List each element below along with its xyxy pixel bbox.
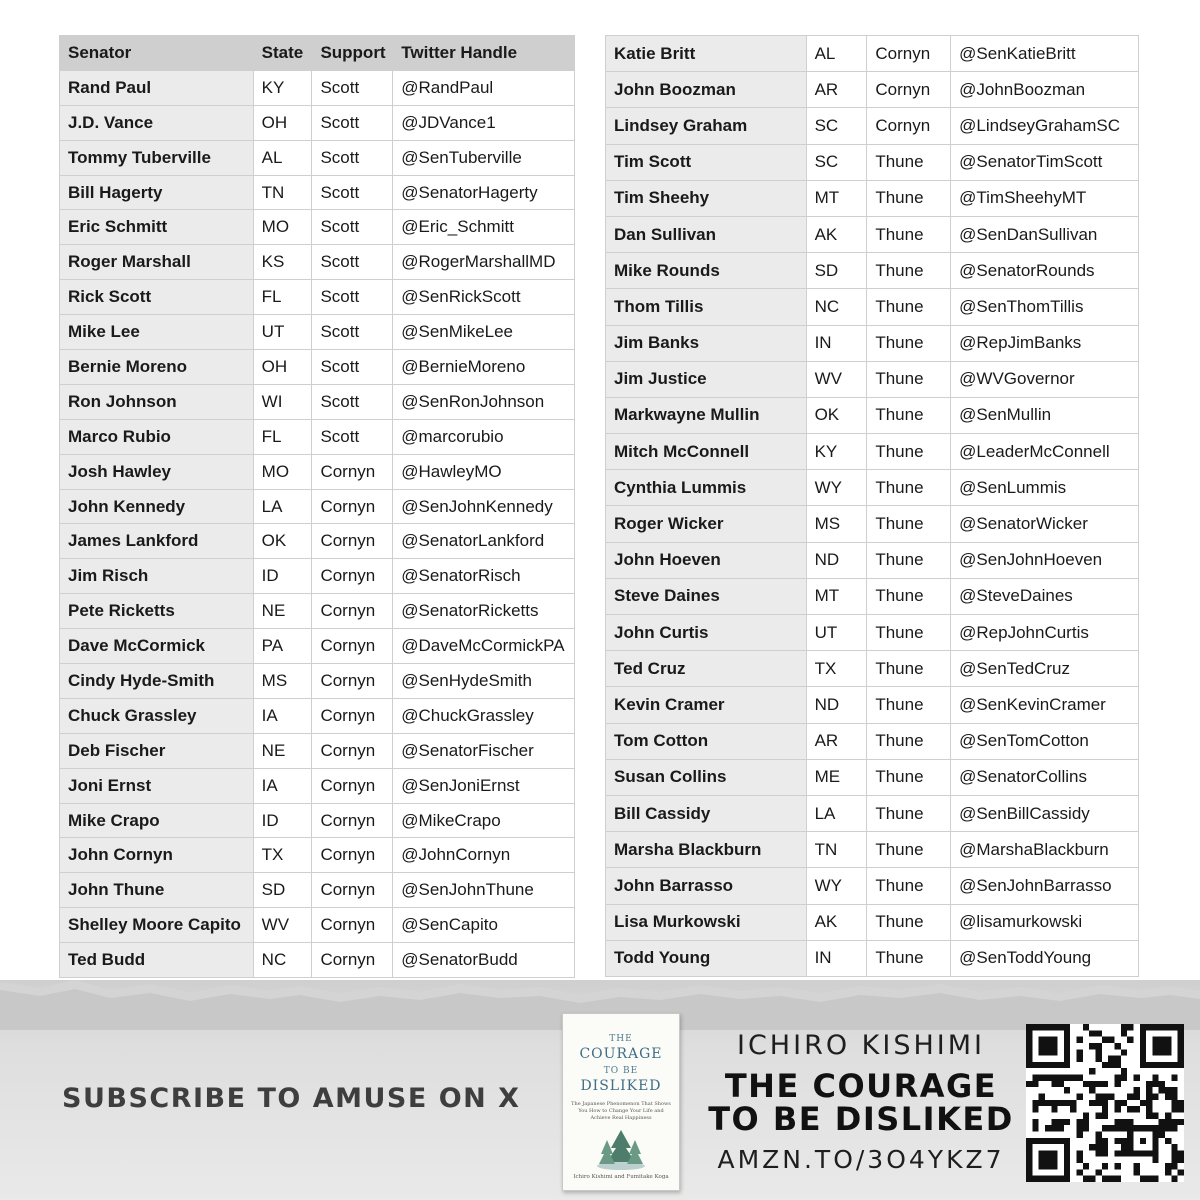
senator-name-cell: John Curtis: [606, 615, 807, 651]
senator-handle-cell: @SenatorBudd: [393, 943, 575, 978]
senator-support-cell: Cornyn: [312, 454, 393, 489]
senator-name-cell: Bill Cassidy: [606, 795, 807, 831]
table-row: [606, 397, 1139, 433]
senator-name-cell: Jim Justice: [606, 361, 807, 397]
table-row: [60, 698, 575, 733]
senator-support-cell: Cornyn: [312, 943, 393, 978]
senator-support-cell: Cornyn: [312, 664, 393, 699]
senator-name-cell: Bernie Moreno: [60, 350, 254, 385]
senator-state-cell: AL: [253, 140, 312, 175]
senator-support-cell: Thune: [867, 832, 951, 868]
senator-state-cell: LA: [806, 795, 867, 831]
senator-state-cell: IN: [806, 940, 867, 976]
senator-handle-cell: @Eric_Schmitt: [393, 210, 575, 245]
senator-support-cell: Scott: [312, 384, 393, 419]
table-row: [60, 629, 575, 664]
senator-support-cell: Scott: [312, 175, 393, 210]
senator-state-cell: MS: [806, 506, 867, 542]
senator-support-cell: Scott: [312, 350, 393, 385]
senator-name-cell: Deb Fischer: [60, 733, 254, 768]
table-row: [60, 803, 575, 838]
senator-state-cell: IA: [253, 768, 312, 803]
senator-state-cell: ND: [806, 687, 867, 723]
senator-name-cell: Markwayne Mullin: [606, 397, 807, 433]
table-row: [60, 454, 575, 489]
table-row: [606, 904, 1139, 940]
senator-support-cell: Thune: [867, 216, 951, 252]
senator-state-cell: SC: [806, 108, 867, 144]
table-row: [60, 245, 575, 280]
senator-support-cell: Thune: [867, 253, 951, 289]
senator-handle-cell: @WVGovernor: [951, 361, 1139, 397]
senator-name-cell: Lisa Murkowski: [606, 904, 807, 940]
senator-handle-cell: @SenTedCruz: [951, 651, 1139, 687]
senator-support-cell: Scott: [312, 419, 393, 454]
senator-support-cell: Thune: [867, 180, 951, 216]
senator-handle-cell: @RogerMarshallMD: [393, 245, 575, 280]
senator-state-cell: AK: [806, 216, 867, 252]
senator-state-cell: IN: [806, 325, 867, 361]
senator-handle-cell: @SenJohnKennedy: [393, 489, 575, 524]
senator-support-cell: Cornyn: [312, 733, 393, 768]
table-row: [60, 350, 575, 385]
senator-name-cell: Cindy Hyde-Smith: [60, 664, 254, 699]
senator-state-cell: OK: [253, 524, 312, 559]
senator-state-cell: MT: [806, 180, 867, 216]
table-row: [60, 280, 575, 315]
senator-name-cell: Rick Scott: [60, 280, 254, 315]
senator-support-cell: Cornyn: [867, 108, 951, 144]
senator-handle-cell: @RandPaul: [393, 70, 575, 105]
senator-support-cell: Cornyn: [312, 803, 393, 838]
senator-support-cell: Cornyn: [312, 908, 393, 943]
senator-support-cell: Thune: [867, 615, 951, 651]
table-row: [60, 559, 575, 594]
senator-name-cell: Mitch McConnell: [606, 434, 807, 470]
book-cover-authors: Ichiro Kishimi and Fumitake Koga: [573, 1174, 669, 1180]
table-row: [606, 361, 1139, 397]
senator-state-cell: AK: [806, 904, 867, 940]
senator-support-cell: Cornyn: [867, 36, 951, 72]
tree-island-icon: [593, 1126, 649, 1172]
book-cover-line3: TO BE: [603, 1066, 639, 1076]
senator-name-cell: Roger Marshall: [60, 245, 254, 280]
senator-handle-cell: @SenThomTillis: [951, 289, 1139, 325]
senator-handle-cell: @RepJimBanks: [951, 325, 1139, 361]
senator-name-cell: Kevin Cramer: [606, 687, 807, 723]
senator-handle-cell: @SenKevinCramer: [951, 687, 1139, 723]
senator-support-cell: Cornyn: [312, 768, 393, 803]
senator-name-cell: Dave McCormick: [60, 629, 254, 664]
table-row: [606, 578, 1139, 614]
senator-name-cell: Tim Sheehy: [606, 180, 807, 216]
senator-name-cell: Dan Sullivan: [606, 216, 807, 252]
table-row: [60, 594, 575, 629]
book-cover-line1: THE: [609, 1034, 633, 1044]
table-row: [606, 289, 1139, 325]
senator-support-cell: Scott: [312, 70, 393, 105]
table-row: [60, 419, 575, 454]
senator-name-cell: John Kennedy: [60, 489, 254, 524]
table-row: [606, 868, 1139, 904]
senator-handle-cell: @LindseyGrahamSC: [951, 108, 1139, 144]
senator-name-cell: Tom Cotton: [606, 723, 807, 759]
senator-state-cell: NE: [253, 594, 312, 629]
senator-name-cell: John Hoeven: [606, 542, 807, 578]
senator-handle-cell: @SteveDaines: [951, 578, 1139, 614]
senator-support-cell: Scott: [312, 210, 393, 245]
book-cover-subtitle: The Japanese Phenomenon That Shows You How to Change Your Life and Achieve Real Happiness: [571, 1101, 671, 1121]
senator-state-cell: ME: [806, 759, 867, 795]
senator-support-cell: Scott: [312, 105, 393, 140]
subscribe-cta: SUBSCRIBE TO AMUSE ON X: [62, 1083, 521, 1114]
table-row: [606, 72, 1139, 108]
senator-support-cell: Scott: [312, 245, 393, 280]
header-twitter-handle: Twitter Handle: [393, 36, 575, 71]
senator-name-cell: Jim Risch: [60, 559, 254, 594]
table-row: [606, 216, 1139, 252]
senator-handle-cell: @SenatorHagerty: [393, 175, 575, 210]
header-senator: Senator: [60, 36, 254, 71]
senator-name-cell: Ron Johnson: [60, 384, 254, 419]
senator-handle-cell: @SenToddYoung: [951, 940, 1139, 976]
senator-name-cell: Eric Schmitt: [60, 210, 254, 245]
table-row: [60, 384, 575, 419]
senator-handle-cell: @SenTomCotton: [951, 723, 1139, 759]
table-row: [606, 687, 1139, 723]
table-row: [606, 615, 1139, 651]
table-row: [606, 434, 1139, 470]
senator-support-cell: Thune: [867, 144, 951, 180]
table-row: [60, 70, 575, 105]
book-cover-line4: DISLIKED: [580, 1078, 662, 1094]
senator-handle-cell: @RepJohnCurtis: [951, 615, 1139, 651]
senator-name-cell: Joni Ernst: [60, 768, 254, 803]
senator-state-cell: OH: [253, 105, 312, 140]
senator-state-cell: UT: [253, 315, 312, 350]
senator-support-cell: Thune: [867, 904, 951, 940]
senator-name-cell: Bill Hagerty: [60, 175, 254, 210]
senator-name-cell: Marco Rubio: [60, 419, 254, 454]
table-row: [606, 832, 1139, 868]
senator-name-cell: Chuck Grassley: [60, 698, 254, 733]
book-cover-line2: COURAGE: [579, 1046, 663, 1062]
senator-state-cell: PA: [253, 629, 312, 664]
senator-handle-cell: @SenatorWicker: [951, 506, 1139, 542]
senator-state-cell: AL: [806, 36, 867, 72]
senator-handle-cell: @SenDanSullivan: [951, 216, 1139, 252]
senator-name-cell: Jim Banks: [606, 325, 807, 361]
senator-state-cell: SD: [806, 253, 867, 289]
senator-handle-cell: @SenatorTimScott: [951, 144, 1139, 180]
senator-support-cell: Thune: [867, 868, 951, 904]
senator-support-cell: Thune: [867, 542, 951, 578]
senator-state-cell: KY: [253, 70, 312, 105]
senator-state-cell: SD: [253, 873, 312, 908]
senator-state-cell: IA: [253, 698, 312, 733]
table-row: [60, 664, 575, 699]
senator-handle-cell: @SenJohnThune: [393, 873, 575, 908]
table-row: [606, 144, 1139, 180]
senator-support-cell: Thune: [867, 397, 951, 433]
senator-state-cell: ID: [253, 803, 312, 838]
senator-handle-cell: @lisamurkowski: [951, 904, 1139, 940]
senator-state-cell: ID: [253, 559, 312, 594]
senator-state-cell: LA: [253, 489, 312, 524]
book-cover: [562, 1013, 680, 1191]
header-support: Support: [312, 36, 393, 71]
senator-handle-cell: @SenHydeSmith: [393, 664, 575, 699]
table-row: [606, 542, 1139, 578]
senator-support-cell: Thune: [867, 578, 951, 614]
senator-state-cell: WV: [806, 361, 867, 397]
senator-name-cell: John Boozman: [606, 72, 807, 108]
senator-state-cell: NE: [253, 733, 312, 768]
senator-name-cell: Susan Collins: [606, 759, 807, 795]
senator-name-cell: Mike Crapo: [60, 803, 254, 838]
senator-name-cell: Josh Hawley: [60, 454, 254, 489]
senators-table-left: [59, 35, 575, 978]
table-row: [606, 795, 1139, 831]
senator-name-cell: James Lankford: [60, 524, 254, 559]
table-row: [606, 470, 1139, 506]
table-row: [60, 105, 575, 140]
senator-support-cell: Cornyn: [312, 629, 393, 664]
senator-support-cell: Thune: [867, 325, 951, 361]
senator-name-cell: J.D. Vance: [60, 105, 254, 140]
header-state: State: [253, 36, 312, 71]
senator-handle-cell: @SenJohnHoeven: [951, 542, 1139, 578]
table-row: [606, 108, 1139, 144]
senator-state-cell: ND: [806, 542, 867, 578]
table-row: [606, 759, 1139, 795]
table-row: [60, 733, 575, 768]
table-header-row: [60, 36, 575, 71]
table-row: [60, 175, 575, 210]
senator-name-cell: Steve Daines: [606, 578, 807, 614]
senator-name-cell: Lindsey Graham: [606, 108, 807, 144]
senator-handle-cell: @JohnBoozman: [951, 72, 1139, 108]
senator-state-cell: MO: [253, 454, 312, 489]
senator-name-cell: Cynthia Lummis: [606, 470, 807, 506]
senator-name-cell: Tim Scott: [606, 144, 807, 180]
senator-support-cell: Cornyn: [312, 873, 393, 908]
table-row: [60, 140, 575, 175]
senator-support-cell: Thune: [867, 289, 951, 325]
senator-handle-cell: @SenKatieBritt: [951, 36, 1139, 72]
book-title: [700, 1067, 1022, 1138]
book-title-line2: TO BE DISLIKED: [708, 1100, 1014, 1138]
senator-support-cell: Thune: [867, 434, 951, 470]
senator-handle-cell: @SenatorRisch: [393, 559, 575, 594]
table-row: [60, 524, 575, 559]
senator-name-cell: Roger Wicker: [606, 506, 807, 542]
senator-support-cell: Thune: [867, 506, 951, 542]
senator-state-cell: OK: [806, 397, 867, 433]
senator-handle-cell: @TimSheehyMT: [951, 180, 1139, 216]
senator-support-cell: Thune: [867, 651, 951, 687]
senator-name-cell: John Cornyn: [60, 838, 254, 873]
table-row: [60, 908, 575, 943]
senator-support-cell: Thune: [867, 940, 951, 976]
senator-support-cell: Cornyn: [312, 838, 393, 873]
senator-state-cell: TX: [253, 838, 312, 873]
senator-support-cell: Cornyn: [312, 559, 393, 594]
qr-code-icon[interactable]: [1026, 1024, 1184, 1182]
senator-handle-cell: @SenatorFischer: [393, 733, 575, 768]
senator-name-cell: Tommy Tuberville: [60, 140, 254, 175]
senator-name-cell: Katie Britt: [606, 36, 807, 72]
senator-handle-cell: @SenBillCassidy: [951, 795, 1139, 831]
table-row: [606, 36, 1139, 72]
senator-name-cell: Marsha Blackburn: [606, 832, 807, 868]
senator-support-cell: Scott: [312, 315, 393, 350]
senator-state-cell: SC: [806, 144, 867, 180]
senator-handle-cell: @SenMikeLee: [393, 315, 575, 350]
senator-name-cell: Mike Rounds: [606, 253, 807, 289]
senator-state-cell: TX: [806, 651, 867, 687]
table-row: [60, 489, 575, 524]
table-row: [60, 873, 575, 908]
senator-name-cell: John Thune: [60, 873, 254, 908]
senator-handle-cell: @BernieMoreno: [393, 350, 575, 385]
table-row: [60, 210, 575, 245]
senator-name-cell: Mike Lee: [60, 315, 254, 350]
senator-support-cell: Thune: [867, 470, 951, 506]
table-row: [606, 180, 1139, 216]
senator-handle-cell: @MarshaBlackburn: [951, 832, 1139, 868]
senator-state-cell: MT: [806, 578, 867, 614]
book-author: ICHIRO KISHIMI: [736, 1030, 985, 1061]
senator-handle-cell: @SenatorCollins: [951, 759, 1139, 795]
senator-state-cell: KY: [806, 434, 867, 470]
senator-state-cell: FL: [253, 419, 312, 454]
senator-name-cell: Rand Paul: [60, 70, 254, 105]
senator-state-cell: OH: [253, 350, 312, 385]
senator-state-cell: MS: [253, 664, 312, 699]
senator-support-cell: Scott: [312, 280, 393, 315]
book-title-line1: THE COURAGE: [724, 1067, 998, 1105]
senators-table-right: [605, 35, 1139, 977]
senator-handle-cell: @SenatorRicketts: [393, 594, 575, 629]
senator-state-cell: TN: [806, 832, 867, 868]
senator-state-cell: KS: [253, 245, 312, 280]
table-row: [60, 838, 575, 873]
senator-state-cell: NC: [253, 943, 312, 978]
senator-name-cell: Pete Ricketts: [60, 594, 254, 629]
senator-support-cell: Cornyn: [312, 489, 393, 524]
senator-handle-cell: @DaveMcCormickPA: [393, 629, 575, 664]
table-row: [606, 651, 1139, 687]
table-row: [606, 325, 1139, 361]
senator-handle-cell: @JDVance1: [393, 105, 575, 140]
table-row: [606, 723, 1139, 759]
senator-name-cell: Ted Cruz: [606, 651, 807, 687]
senator-handle-cell: @SenJoniErnst: [393, 768, 575, 803]
senator-support-cell: Cornyn: [312, 594, 393, 629]
senator-state-cell: AR: [806, 72, 867, 108]
senator-state-cell: WV: [253, 908, 312, 943]
senator-handle-cell: @SenJohnBarrasso: [951, 868, 1139, 904]
senator-support-cell: Thune: [867, 687, 951, 723]
table-row: [606, 253, 1139, 289]
senator-handle-cell: @marcorubio: [393, 419, 575, 454]
senator-support-cell: Cornyn: [312, 698, 393, 733]
senator-state-cell: WY: [806, 868, 867, 904]
senator-support-cell: Thune: [867, 723, 951, 759]
senator-handle-cell: @SenRickScott: [393, 280, 575, 315]
senator-support-cell: Thune: [867, 759, 951, 795]
senator-state-cell: MO: [253, 210, 312, 245]
senator-name-cell: John Barrasso: [606, 868, 807, 904]
senator-handle-cell: @SenCapito: [393, 908, 575, 943]
senator-handle-cell: @SenLummis: [951, 470, 1139, 506]
senator-support-cell: Thune: [867, 795, 951, 831]
senator-name-cell: Thom Tillis: [606, 289, 807, 325]
senator-state-cell: UT: [806, 615, 867, 651]
senator-handle-cell: @SenatorLankford: [393, 524, 575, 559]
senator-support-cell: Thune: [867, 361, 951, 397]
table-row: [60, 768, 575, 803]
book-link[interactable]: AMZN.TO/3O4YKZ7: [717, 1145, 1005, 1174]
table-row: [60, 315, 575, 350]
senator-handle-cell: @LeaderMcConnell: [951, 434, 1139, 470]
senator-support-cell: Cornyn: [867, 72, 951, 108]
senator-name-cell: Ted Budd: [60, 943, 254, 978]
senator-handle-cell: @SenRonJohnson: [393, 384, 575, 419]
senator-state-cell: NC: [806, 289, 867, 325]
senator-state-cell: FL: [253, 280, 312, 315]
senator-handle-cell: @MikeCrapo: [393, 803, 575, 838]
senator-handle-cell: @SenatorRounds: [951, 253, 1139, 289]
senator-handle-cell: @ChuckGrassley: [393, 698, 575, 733]
senator-handle-cell: @JohnCornyn: [393, 838, 575, 873]
senator-support-cell: Cornyn: [312, 524, 393, 559]
senator-handle-cell: @HawleyMO: [393, 454, 575, 489]
senator-state-cell: AR: [806, 723, 867, 759]
senator-state-cell: WI: [253, 384, 312, 419]
senator-handle-cell: @SenMullin: [951, 397, 1139, 433]
senator-state-cell: WY: [806, 470, 867, 506]
senator-state-cell: TN: [253, 175, 312, 210]
senator-support-cell: Scott: [312, 140, 393, 175]
senator-name-cell: Todd Young: [606, 940, 807, 976]
table-row: [606, 506, 1139, 542]
senator-name-cell: Shelley Moore Capito: [60, 908, 254, 943]
senator-handle-cell: @SenTuberville: [393, 140, 575, 175]
